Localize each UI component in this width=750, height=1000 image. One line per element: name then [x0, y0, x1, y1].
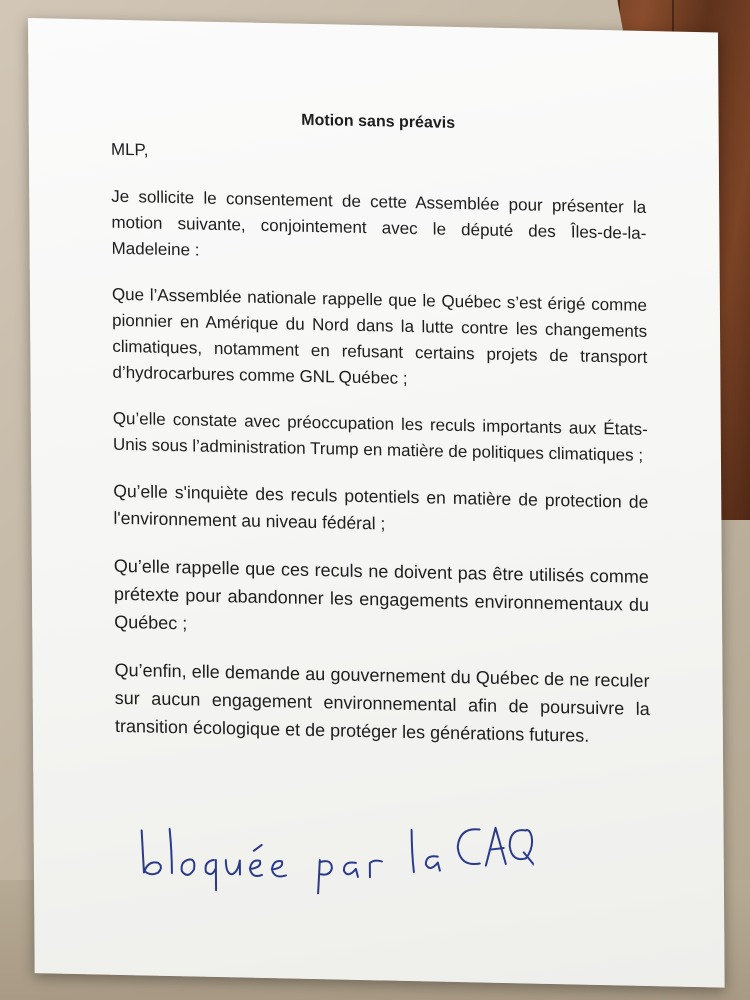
- paper-sheet: [28, 18, 725, 988]
- document-body: [111, 108, 651, 773]
- paragraph-final-request: Qu’enfin, elle demande au gouvernement du Québec de ne reculer sur aucun engagement environnemental afin de poursuivre la transition écologique et de protéger les générations futures.: [114, 659, 650, 746]
- paragraph-pretext: Qu’elle rappelle que ces reculs ne doivent pas être utilisés comme prétexte pour abandonner les engagements environnementaux du Québec ;: [113, 555, 650, 634]
- paragraph-pioneer: Que l’Assemblée nationale rappelle que le Québec s’est érigé comme pionnier en Amérique du Nord dans la lutte contre les changements climatiques, notamment en refusant certains projets de transport d’hydrocarbures comme GNL Québec ;: [111, 284, 648, 388]
- document-title: Motion sans préavis: [301, 111, 456, 132]
- paragraph-federal: Qu’elle s'inquiète des reculs potentiels en matière de protection de l'environnement au niveau fédéral ;: [113, 480, 649, 534]
- paragraph-consent: Je sollicite le consentement de cette Assemblée pour présenter la motion suivante, conjointement avec le député des Îles-de-la-Madeleine :: [111, 186, 647, 260]
- handwritten-note: [133, 800, 534, 898]
- handwritten-note-drawing: [133, 800, 534, 898]
- paragraph-us-setbacks: Qu’elle constate avec préoccupation les reculs importants aux États-Unis sous l’administration Trump en matière de politiques climatiques ;: [112, 408, 648, 465]
- document-greeting: MLP,: [110, 139, 149, 160]
